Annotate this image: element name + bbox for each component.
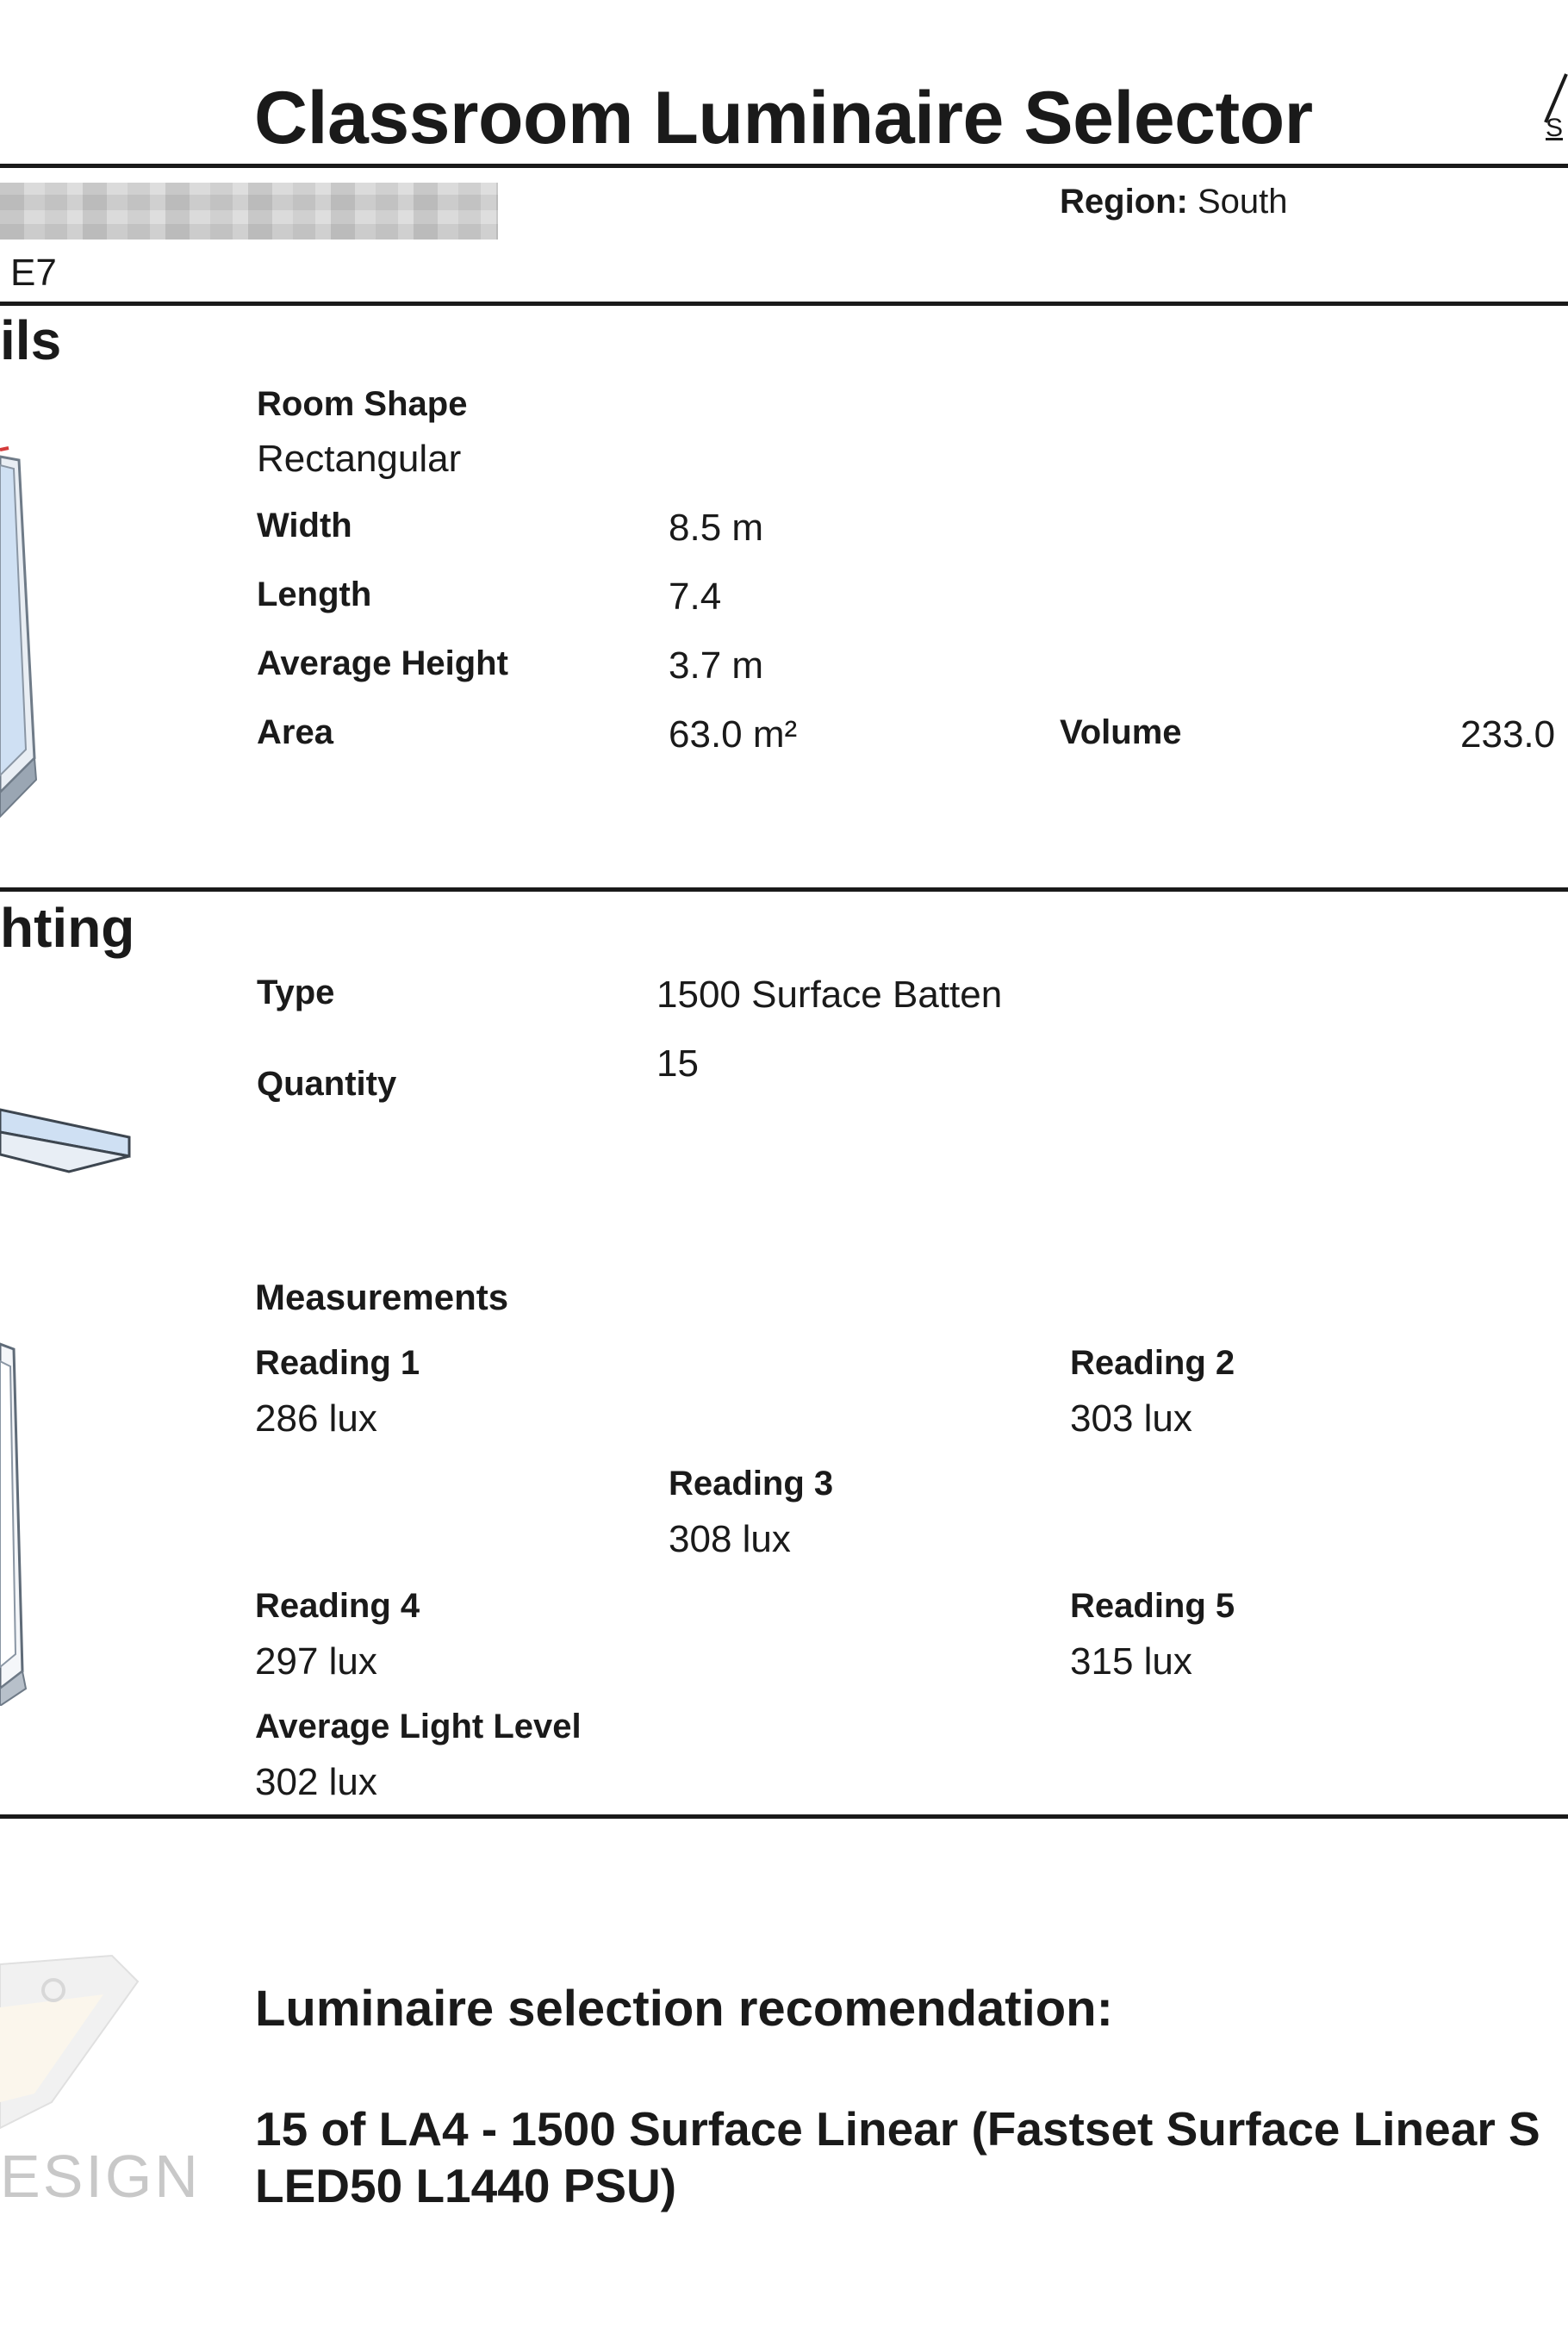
room-plan-illustration [0,1327,60,1706]
width-label: Width [257,507,352,544]
reading-3-value: 308 lux [669,1518,791,1560]
details-heading: ils [0,309,62,371]
recommendation-line-1: 15 of LA4 - 1500 Surface Linear (Fastset Surface Linear S [255,2102,1540,2156]
reading-3-label: Reading 3 [669,1465,834,1503]
quantity-label: Quantity [257,1065,397,1103]
reading-5-label: Reading 5 [1070,1587,1235,1625]
reading-4-value: 297 lux [255,1640,377,1683]
type-value: 1500 Surface Batten [656,974,1003,1016]
lighting-bottom-rule [0,1814,1568,1819]
room-code: E7 [10,252,57,294]
reading-1-value: 286 lux [255,1397,377,1440]
area-label: Area [257,713,333,751]
type-label: Type [257,974,335,1011]
corner-letter: S [1546,114,1564,142]
length-value: 7.4 [669,576,722,618]
region-field [1060,183,1288,221]
lighting-heading: hting [0,897,135,959]
room-shape-value: Rectangular [257,438,462,480]
logo-wordmark: ESIGN [0,2143,201,2210]
quantity-value: 15 [656,1042,699,1085]
luminaire-logo-graphic [0,1930,146,2145]
width-value: 8.5 m [669,507,764,549]
redacted-school-name [0,183,498,240]
batten-illustration [0,1094,138,1180]
average-light-level-value: 302 lux [255,1761,377,1803]
volume-label: Volume [1060,713,1182,751]
details-top-rule [0,302,1568,306]
volume-value: 233.0 [1460,713,1556,756]
average-light-level-label: Average Light Level [255,1708,582,1745]
average-height-value: 3.7 m [669,644,764,687]
reading-2-value: 303 lux [1070,1397,1192,1440]
area-value: 63.0 m² [669,713,798,756]
room-shape-label: Room Shape [257,385,468,423]
length-label: Length [257,576,372,613]
region-label: Region: [1060,183,1188,221]
page-title: Classroom Luminaire Selector [254,77,1313,159]
average-height-label: Average Height [257,644,508,682]
room-illustration [0,431,62,836]
reading-5-value: 315 lux [1070,1640,1192,1683]
recommendation-heading: Luminaire selection recomendation: [255,1981,1113,2037]
header-rule [0,164,1568,168]
details-bottom-rule [0,887,1568,892]
measurements-label: Measurements [255,1277,509,1317]
recommendation-line-2: LED50 L1440 PSU) [255,2159,677,2212]
region-value: South [1198,183,1288,221]
reading-2-label: Reading 2 [1070,1344,1235,1382]
reading-1-label: Reading 1 [255,1344,420,1382]
reading-4-label: Reading 4 [255,1587,420,1625]
